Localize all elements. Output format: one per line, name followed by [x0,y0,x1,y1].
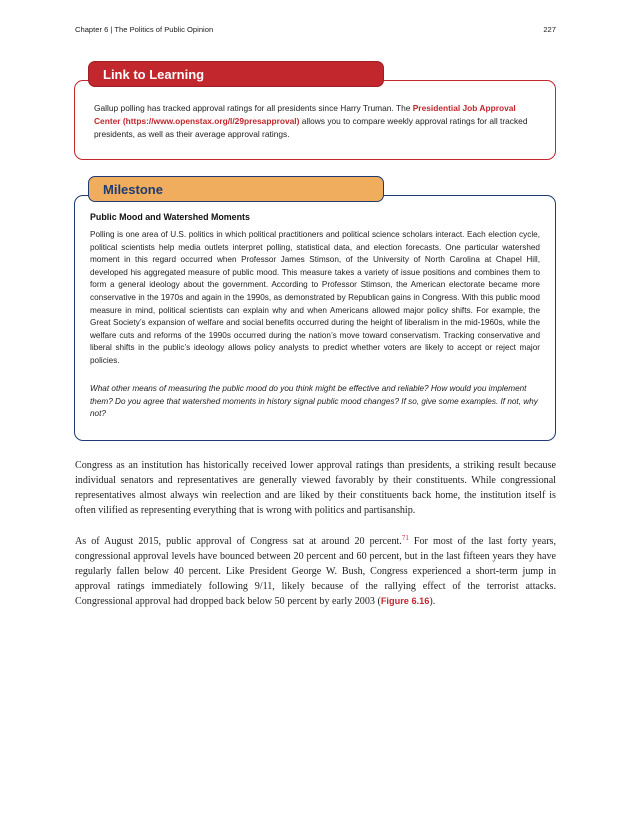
link-to-learning-text-before: Gallup polling has tracked approval ratings for all presidents since Harry Truman. The [94,103,413,113]
paragraph-2-text-after: ). [429,596,436,608]
link-to-learning-text [94,102,539,140]
link-to-learning-title: Link to Learning [88,61,384,87]
page-number: 227 [543,25,556,34]
paragraph-2-text-before: As of August 2015, public approval of Congress sat at around 20 percent. [75,536,402,547]
paragraph-congress-approval: Congress as an institution has historically received lower approval ratings than presidents, a striking result because individual senators and representatives are generally viewed favorably by their constituents. While congressional representatives almost always win reelection and are liked by their constituents back home, the institution itself is often vilified as representing everything that is wrong with politics and partisanship. [75,460,556,517]
milestone-title: Milestone [88,176,384,202]
paragraph-august-2015 [75,534,556,609]
figure-6-16-link[interactable]: Figure 6.16 [380,596,430,607]
footnote-71-link[interactable]: 71 [401,534,409,542]
chapter-title: Chapter 6 | The Politics of Public Opinion [75,25,214,34]
milestone-question: What other means of measuring the public mood do you think might be effective and reliable? How would you implement them? Do you agree that watershed moments in history signal public mood changes? If so, give some examples. If not, why not? [90,384,538,419]
milestone-body: Polling is one area of U.S. politics in which political practitioners and political science scholars interact. Each election cycle, political scientists help media outlets interpret polling, statistical data, and election forecasts. One particular watershed moment in this regard occurred when Professor James Stimson, of the University of North Carolina at Chapel Hill, developed his aggregated measure of public mood. This measure takes a variety of issue positions and combines them to form a general ideology about the government. According to Professor Stimson, the American electorate became more conservative in the 1970s and again in the 1990s, as demonstrated by Republican gains in Congress. With this public mood measure in mind, political scientists can explain why and when Americans allowed major policy shifts. For example, the Great Society’s expansion of welfare and social benefits occurred during the height of liberalism in the mid-1960s, while the welfare cuts and reforms of the 1990s occurred during the nation’s move toward conservatism. Tracking conservative and liberal shifts in the public’s ideology allows policy analysts to predict whether voters are likely to accept or reject major policies. [90,230,540,365]
milestone-heading: Public Mood and Watershed Moments [90,212,250,222]
link-to-learning-text-after: allows you to compare weekly approval ratings for all tracked presidents, as well as their average approval ratings. [94,115,528,139]
paragraph-2-text-middle: For most of the last forty years, congressional approval levels have bounced between 20 percent and 60 percent, but in the last fifteen years they have regularly fallen below 40 percent. Like President George W. Bush, Congress experienced a short-term jump in approval ratings immediately following 9/11, likely because of the rallying effect of the terrorist attacks. Congressional approval had dropped back below 50 percent by early 2003 ( [75,536,557,608]
presidential-approval-link[interactable]: Presidential Job Approval Center (https://www.openstax.org/l/29presapproval) [94,103,516,126]
